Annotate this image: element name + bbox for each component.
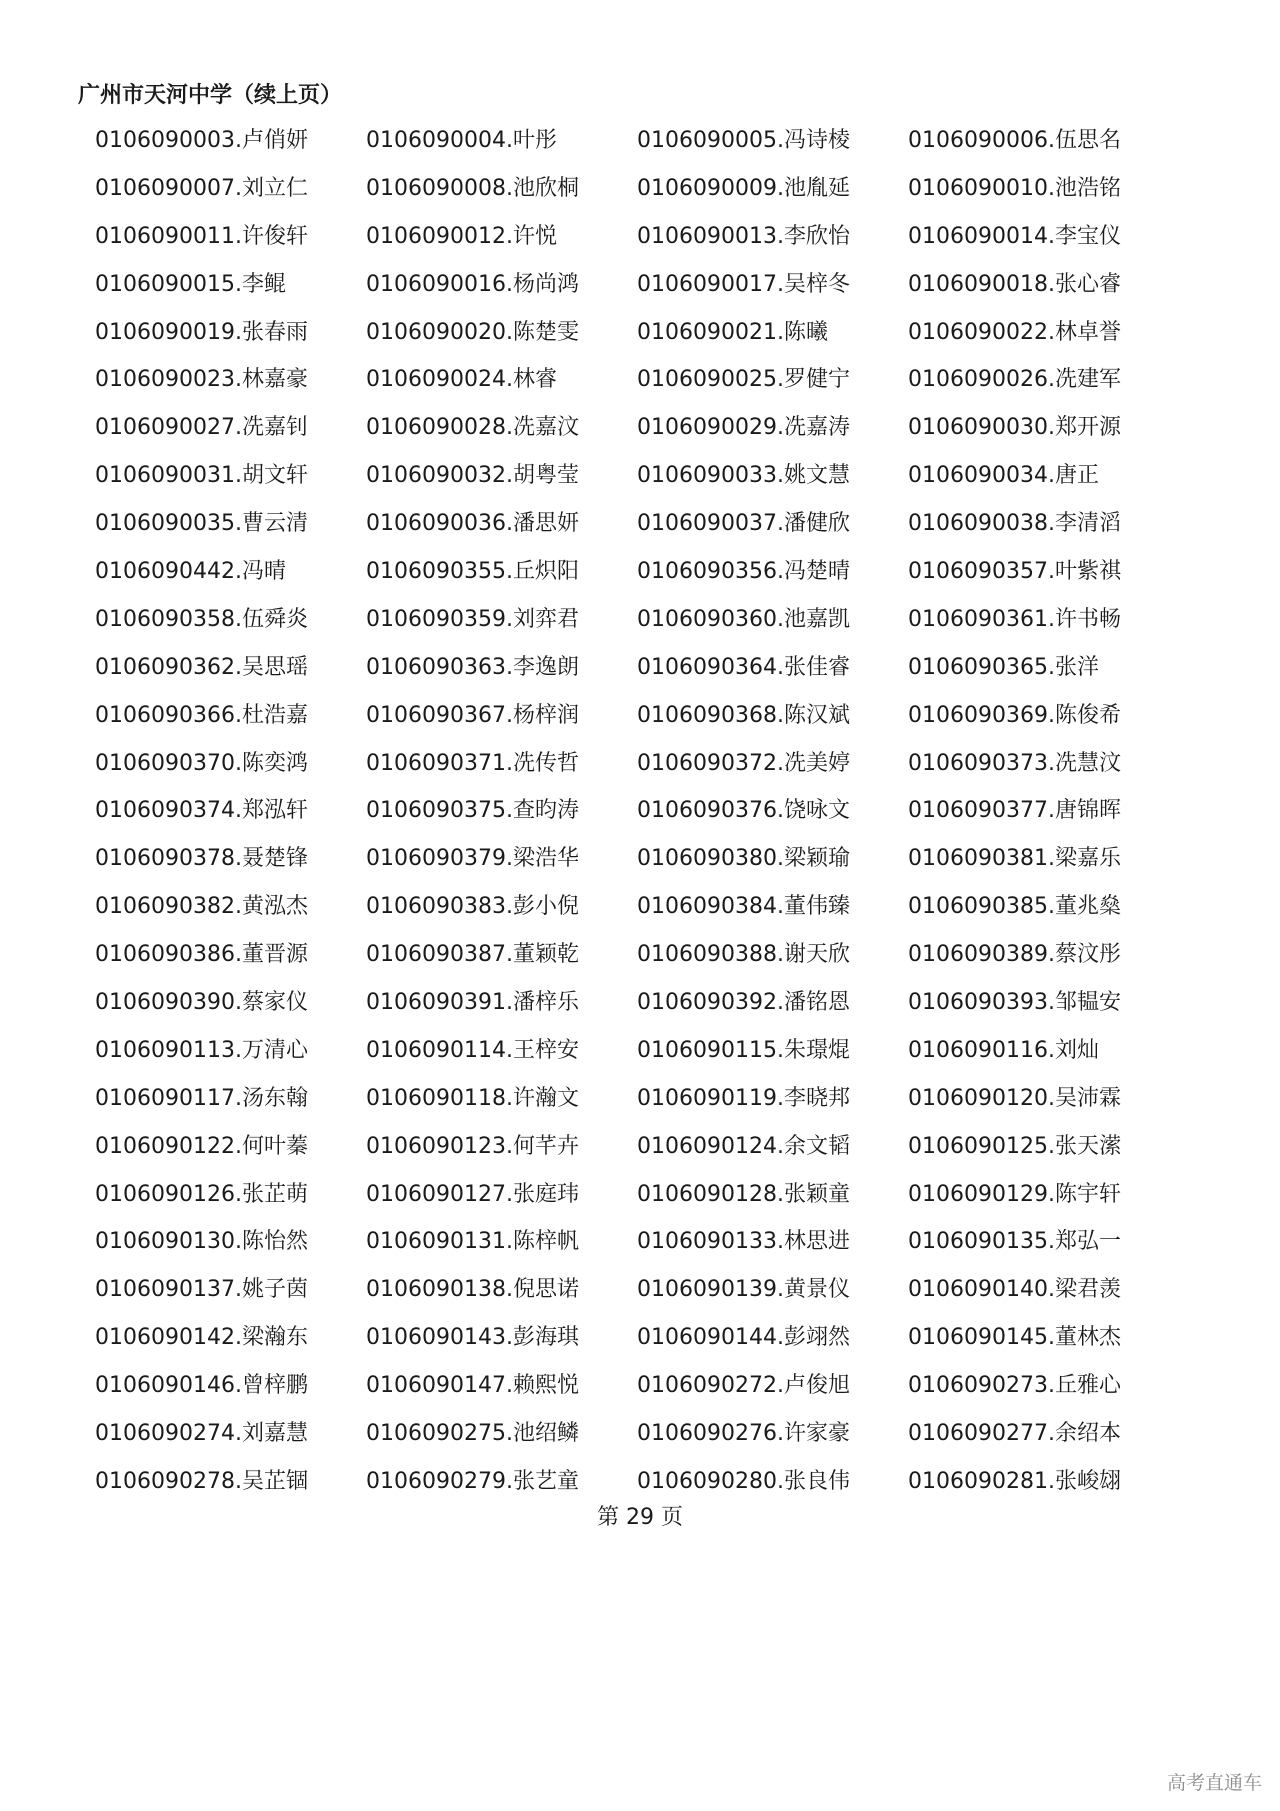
student-entry: 0106090034.唐正: [908, 463, 1099, 489]
student-entry: 0106090035.曹云清: [95, 511, 308, 537]
student-entry: 0106090015.李鲲: [95, 271, 286, 297]
student-entry: 0106090383.彭小倪: [366, 894, 579, 920]
student-entry: 0106090011.许俊轩: [95, 223, 308, 249]
student-entry: 0106090007.刘立仁: [95, 175, 308, 201]
student-entry: 0106090120.吴沛霖: [908, 1085, 1121, 1111]
student-entry: 0106090031.胡文轩: [95, 463, 308, 489]
student-entry: 0106090146.曾梓鹏: [95, 1373, 308, 1399]
student-entry: 0106090013.李欣怡: [637, 223, 850, 249]
student-entry: 0106090133.林思进: [637, 1229, 850, 1255]
student-entry: 0106090037.潘健欣: [637, 511, 850, 537]
student-entry: 0106090357.叶紫祺: [908, 559, 1121, 585]
student-entry: 0106090385.董兆燊: [908, 894, 1121, 920]
student-entry: 0106090016.杨尚鸿: [366, 271, 579, 297]
student-entry: 0106090370.陈奕鸿: [95, 750, 308, 776]
student-entry: 0106090012.许悦: [366, 223, 557, 249]
student-entry: 0106090138.倪思诺: [366, 1277, 579, 1303]
student-entry: 0106090017.吴梓冬: [637, 271, 850, 297]
student-entry: 0106090019.张春雨: [95, 319, 308, 345]
student-entry: 0106090389.蔡汶彤: [908, 942, 1121, 968]
student-entry: 0106090026.冼建军: [908, 367, 1121, 393]
student-entry: 0106090003.卢俏妍: [95, 128, 308, 153]
student-entry: 0106090356.冯楚晴: [637, 559, 850, 585]
student-entry: 0106090027.冼嘉钊: [95, 415, 308, 441]
student-entry: 0106090143.彭海琪: [366, 1325, 579, 1351]
student-entry: 0106090116.刘灿: [908, 1037, 1099, 1063]
student-entry: 0106090368.陈汉斌: [637, 702, 850, 728]
student-entry: 0106090280.张良伟: [637, 1468, 850, 1494]
school-heading: 广州市天河中学（续上页）: [78, 83, 343, 108]
student-entry: 0106090113.万清心: [95, 1037, 308, 1063]
student-entry: 0106090363.李逸朗: [366, 654, 579, 680]
student-entry: 0106090275.池绍鳞: [366, 1421, 579, 1447]
student-entry: 0106090123.何芊卉: [366, 1133, 579, 1159]
student-entry: 0106090390.蔡家仪: [95, 990, 308, 1016]
student-entry: 0106090005.冯诗棱: [637, 128, 850, 153]
student-entry: 0106090117.汤东翰: [95, 1085, 308, 1111]
student-entry: 0106090032.胡粤莹: [366, 463, 579, 489]
student-entry: 0106090033.姚文慧: [637, 463, 850, 489]
student-entry: 0106090129.陈宇轩: [908, 1181, 1121, 1207]
student-entry: 0106090358.伍舜炎: [95, 606, 308, 632]
student-entry: 0106090364.张佳睿: [637, 654, 850, 680]
student-entry: 0106090122.何叶蓁: [95, 1133, 308, 1159]
student-entry: 0106090010.池浩铭: [908, 175, 1121, 201]
student-entry: 0106090372.冼美婷: [637, 750, 850, 776]
student-entry: 0106090137.姚子茵: [95, 1277, 308, 1303]
student-entry: 0106090009.池胤延: [637, 175, 850, 201]
student-entry: 0106090393.邹韫安: [908, 990, 1121, 1016]
student-entry: 0106090124.余文韬: [637, 1133, 850, 1159]
student-entry: 0106090139.黄景仪: [637, 1277, 850, 1303]
page-number: 第 29 页: [597, 1505, 683, 1530]
student-entry: 0106090362.吴思瑶: [95, 654, 308, 680]
student-entry: 0106090281.张峻翃: [908, 1468, 1121, 1494]
student-entry: 0106090360.池嘉凯: [637, 606, 850, 632]
student-entry: 0106090442.冯晴: [95, 559, 286, 585]
student-entry: 0106090125.张天潆: [908, 1133, 1121, 1159]
student-entry: 0106090014.李宝仪: [908, 223, 1121, 249]
student-entry: 0106090380.梁颖瑜: [637, 846, 850, 872]
student-entry: 0106090359.刘弈君: [366, 606, 579, 632]
student-entry: 0106090366.杜浩嘉: [95, 702, 308, 728]
student-entry: 0106090142.梁瀚东: [95, 1325, 308, 1351]
student-entry: 0106090128.张颖童: [637, 1181, 850, 1207]
student-entry: 0106090276.许家豪: [637, 1421, 850, 1447]
student-entry: 0106090367.杨梓润: [366, 702, 579, 728]
student-entry: 0106090388.谢天欣: [637, 942, 850, 968]
student-entry: 0106090114.王梓安: [366, 1037, 579, 1063]
student-entry: 0106090386.董晋源: [95, 942, 308, 968]
student-entry: 0106090025.罗健宁: [637, 367, 850, 393]
student-entry: 0106090371.冼传哲: [366, 750, 579, 776]
student-entry: 0106090373.冼慧汶: [908, 750, 1121, 776]
student-entry: 0106090126.张芷萌: [95, 1181, 308, 1207]
student-entry: 0106090377.唐锦晖: [908, 798, 1121, 824]
student-entry: 0106090374.郑泓轩: [95, 798, 308, 824]
student-entry: 0106090119.李晓邦: [637, 1085, 850, 1111]
student-entry: 0106090387.董颖乾: [366, 942, 579, 968]
student-entry: 0106090118.许瀚文: [366, 1085, 579, 1111]
student-entry: 0106090131.陈梓帆: [366, 1229, 579, 1255]
student-entry: 0106090384.董伟臻: [637, 894, 850, 920]
student-entry: 0106090381.梁嘉乐: [908, 846, 1121, 872]
student-entry: 0106090375.查昀涛: [366, 798, 579, 824]
student-entry: 0106090018.张心睿: [908, 271, 1121, 297]
student-entry: 0106090036.潘思妍: [366, 511, 579, 537]
student-entry: 0106090024.林睿: [366, 367, 557, 393]
student-entry: 0106090140.梁君羡: [908, 1277, 1121, 1303]
student-entry: 0106090274.刘嘉慧: [95, 1421, 308, 1447]
student-entry: 0106090020.陈楚雯: [366, 319, 579, 345]
student-entry: 0106090144.彭翊然: [637, 1325, 850, 1351]
student-entry: 0106090392.潘铭恩: [637, 990, 850, 1016]
student-entry: 0106090028.冼嘉汶: [366, 415, 579, 441]
student-entry: 0106090006.伍思名: [908, 128, 1121, 153]
student-entry: 0106090023.林嘉豪: [95, 367, 308, 393]
student-entry: 0106090391.潘梓乐: [366, 990, 579, 1016]
student-entry: 0106090355.丘炽阳: [366, 559, 579, 585]
student-entry: 0106090029.冼嘉涛: [637, 415, 850, 441]
student-entry: 0106090369.陈俊希: [908, 702, 1121, 728]
student-entry: 0106090022.林卓誉: [908, 319, 1121, 345]
student-entry: 0106090021.陈曦: [637, 319, 828, 345]
student-entry: 0106090030.郑开源: [908, 415, 1121, 441]
student-entry: 0106090272.卢俊旭: [637, 1373, 850, 1399]
student-entry: 0106090038.李清滔: [908, 511, 1121, 537]
student-entry: 0106090365.张洋: [908, 654, 1099, 680]
student-entry: 0106090273.丘雅心: [908, 1373, 1121, 1399]
student-entry: 0106090376.饶咏文: [637, 798, 850, 824]
student-entry: 0106090361.许书畅: [908, 606, 1121, 632]
watermark-text: 高考直通车: [1166, 1772, 1262, 1794]
student-entry: 0106090127.张庭玮: [366, 1181, 579, 1207]
student-entry: 0106090379.梁浩华: [366, 846, 579, 872]
student-list: [95, 121, 1235, 1510]
student-entry: 0106090279.张艺童: [366, 1468, 579, 1494]
student-entry: 0106090382.黄泓杰: [95, 894, 308, 920]
student-entry: 0106090130.陈怡然: [95, 1229, 308, 1255]
student-entry: 0106090004.叶彤: [366, 128, 557, 153]
student-entry: 0106090145.董林杰: [908, 1325, 1121, 1351]
student-entry: 0106090135.郑弘一: [908, 1229, 1121, 1255]
student-entry: 0106090008.池欣桐: [366, 175, 579, 201]
student-entry: 0106090378.聂楚锋: [95, 846, 308, 872]
student-entry: 0106090278.吴芷锢: [95, 1468, 308, 1494]
student-entry: 0106090147.赖熙悦: [366, 1373, 579, 1399]
student-entry: 0106090277.余绍本: [908, 1421, 1121, 1447]
student-entry: 0106090115.朱璟焜: [637, 1037, 850, 1063]
